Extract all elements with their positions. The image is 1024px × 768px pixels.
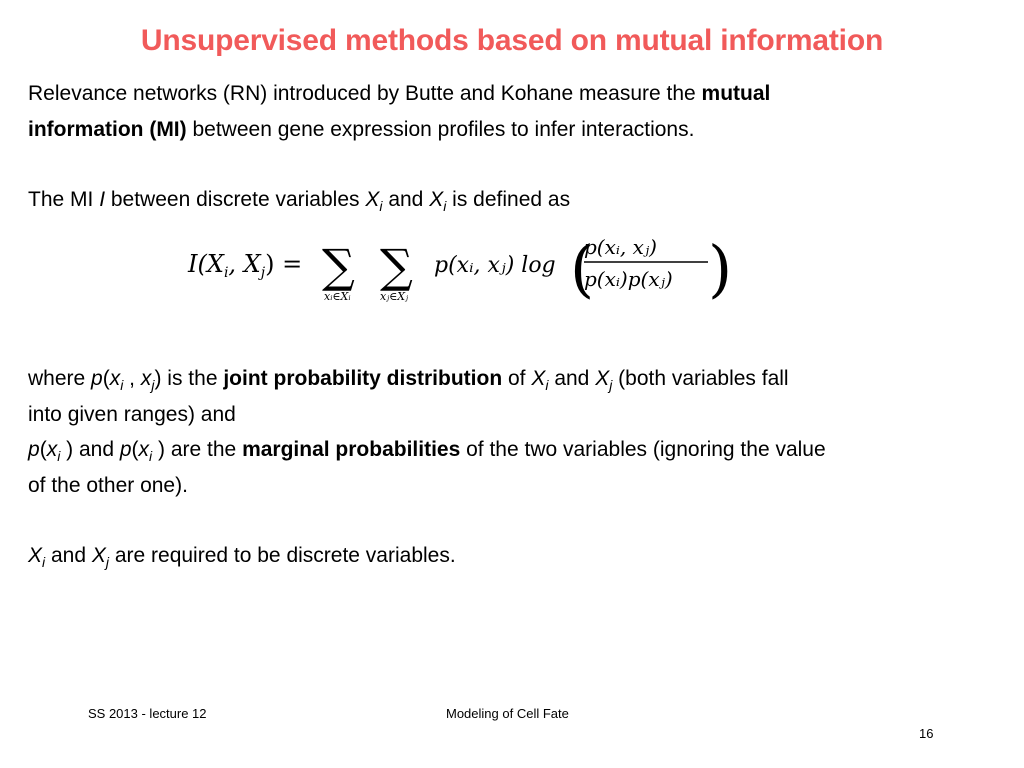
subscript: i [545,377,549,393]
var-X: X [28,544,43,567]
text: of the two variables (ignoring the value [460,438,826,461]
svg-text:): ) [708,232,733,305]
svg-text:∑: ∑ [322,239,355,293]
var-x: x [109,367,121,390]
sum-symbol-2 [380,239,413,303]
paragraph-discrete-variables [28,538,1003,574]
footer-title: Modeling of Cell Fate [446,706,569,721]
svg-text:(: ( [570,232,595,305]
text: between discrete variables [105,188,366,211]
text: ) and [60,438,120,461]
svg-text:I(Xi, Xj) =: $I(X_i$, $X_j$) = [188,250,303,281]
mi-formula [180,222,740,312]
fraction-numerator: p(xᵢ, xⱼ) [584,235,657,259]
fraction-denominator: p(xᵢ)p(xⱼ) [584,267,673,291]
paragraph-relevance-networks [28,76,1003,148]
bold-term-joint-probability: joint probability distribution [223,367,503,390]
var-p: p [91,367,103,390]
summand: p(xᵢ, xⱼ) log [434,253,556,278]
text: and [45,544,92,567]
text: and [382,188,430,211]
var-x: x [140,367,152,390]
svg-text:xⱼ∈Xⱼ: xⱼ∈Xⱼ [380,290,408,303]
text: ( [39,438,47,461]
sum-symbol-1 [322,239,355,303]
svg-text:xᵢ∈Xᵢ: xᵢ∈Xᵢ [324,290,351,303]
paragraph-joint-probability [28,361,1003,433]
var-X: X [91,544,106,567]
var-X: X [429,188,444,211]
var-p: p [119,438,132,461]
var-x: x [46,438,58,461]
var-x: x [138,438,150,461]
subscript: i [120,377,124,393]
subscript: i [379,198,383,214]
text: ) is the [154,367,224,390]
var-X: X [365,188,380,211]
slide-title: Unsupervised methods based on mutual information [140,24,884,57]
footer-course: SS 2013 - lecture 12 [88,706,207,721]
paragraph-mi-definition [28,182,1003,218]
text: ( [131,438,139,461]
subscript: j [609,377,613,393]
subscript: i [149,448,153,464]
text: of the other one). [28,474,188,497]
subscript: i [42,554,46,570]
text: ) are the [152,438,243,461]
text: The MI [28,188,100,211]
text: are required to be discrete variables. [109,544,456,567]
text: of [502,367,532,390]
svg-text:∑: ∑ [380,239,413,293]
text: into given ranges) and [28,403,236,426]
paragraph-marginal-probabilities [28,432,1003,504]
bold-term-mutual: mutual [701,82,771,105]
var-I: I [99,188,106,211]
bold-term-mi: information (MI) [28,118,187,141]
text: where [28,367,92,390]
text: (both variables fall [612,367,789,390]
text: is defined as [446,188,571,211]
subscript: i [443,198,447,214]
subscript: i [57,448,61,464]
bold-term-marginal-probabilities: marginal probabilities [242,438,461,461]
text: , [123,367,141,390]
subscript: j [151,377,155,393]
text: and [548,367,596,390]
text: between gene expression profiles to infer interactions. [186,118,695,141]
subscript: j [105,554,109,570]
page-number: 16 [919,726,934,741]
var-X: X [531,367,546,390]
text: ( [102,367,110,390]
var-X: X [595,367,610,390]
text: Relevance networks (RN) introduced by Butte and Kohane measure the [28,82,702,105]
var-p: p [28,438,40,461]
